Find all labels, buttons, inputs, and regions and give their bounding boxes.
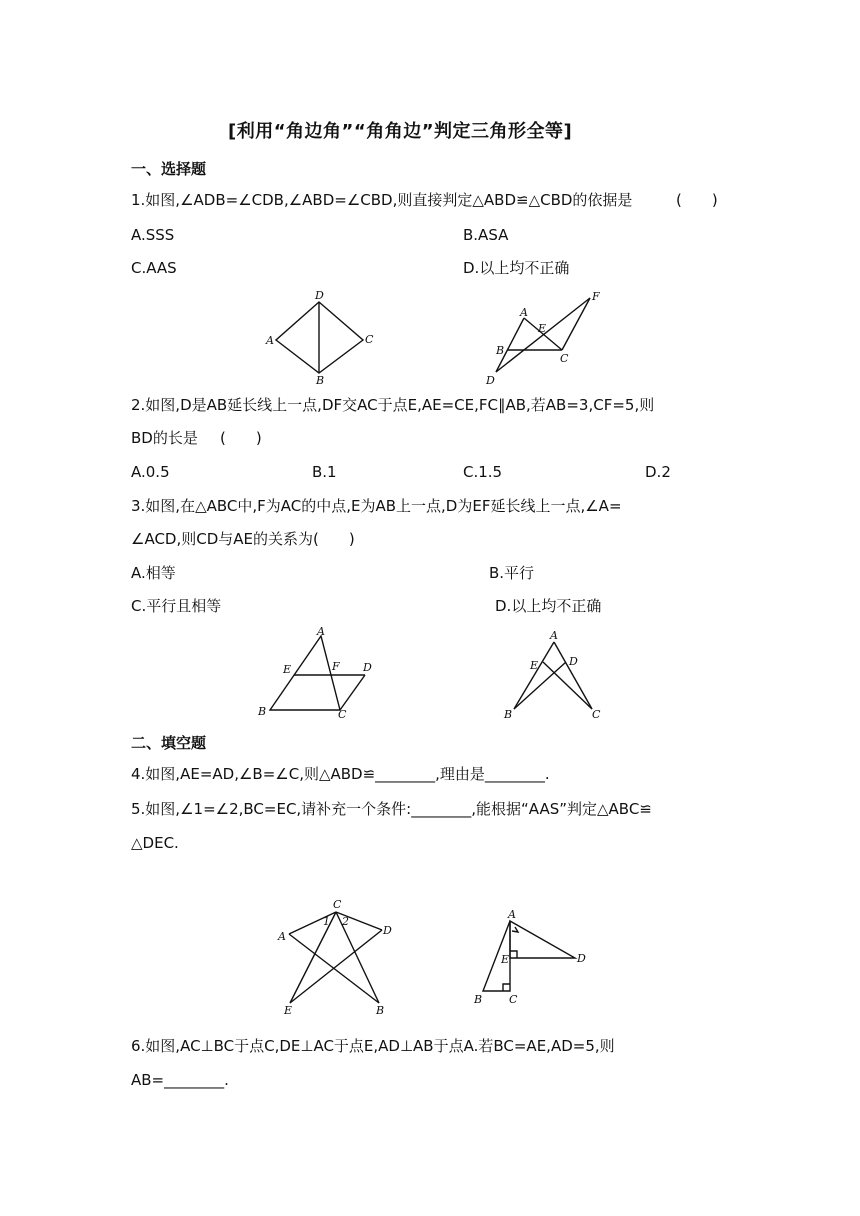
fig4-line-db [514,662,566,709]
fig6-label-e: E [501,953,510,966]
question-3-option-b: B.平行 [489,564,535,582]
question-5-text-line1: 5.如图,∠1=∠2,BC=EC,请补充一个条件:________,能根据“AAS”判定△ABC≌ [131,800,652,818]
question-5-text-line2: △DEC. [131,834,179,852]
figure-5-diagram [275,890,400,1020]
question-2-answer-paren: ( ) [220,429,262,447]
fig3-label-f: F [332,660,340,673]
question-1-option-c: C.AAS [131,259,177,277]
fig5-line-de [290,930,382,1003]
fig4-label-a: A [550,629,558,642]
fig2-label-a: A [520,306,528,319]
fig2-label-d: D [486,374,495,387]
question-2-option-c: C.1.5 [463,463,503,481]
fig6-label-a: A [508,908,516,921]
fig5-label-angle-1: 1 [323,915,330,928]
fig6-right-angle-c [503,984,510,991]
fig4-line-ab [514,642,554,709]
fig3-label-b: B [258,705,267,718]
fig2-label-f: F [592,290,600,303]
question-2-text-line2: BD的长是 [131,429,198,447]
fig1-label-c: C [365,333,374,346]
fig2-line-cf [562,298,590,350]
question-1-option-d: D.以上均不正确 [463,259,570,277]
fig3-label-e: E [283,663,292,676]
fig3-line-dc [340,675,365,710]
fig5-label-d: D [383,924,392,937]
figure-2-diagram [480,288,610,388]
question-3-option-a: A.相等 [131,564,176,582]
question-6-text-line2: AB=________. [131,1071,229,1089]
fig5-label-b: B [376,1004,385,1017]
question-4-text: 4.如图,AE=AD,∠B=∠C,则△ABD≌________,理由是________. [131,765,550,783]
fig4-line-ac [554,642,592,709]
fig3-triangle-abc [270,636,340,710]
fig5-label-c: C [333,898,342,911]
fig5-label-angle-2: 2 [342,915,349,928]
fig6-triangle-ade [510,921,575,958]
fig2-line-df [496,298,590,372]
fig4-label-b: B [504,708,513,721]
page-title: [利用“角边角”“角角边”判定三角形全等] [228,121,573,142]
question-3-option-d: D.以上均不正确 [495,597,602,615]
fig6-right-angle-a [512,927,518,932]
fig4-label-d: D [569,655,578,668]
fig2-label-b: B [496,344,505,357]
fig5-label-a: A [278,930,286,943]
fig1-label-b: B [316,374,325,387]
fig1-label-a: A [266,334,274,347]
fig6-label-b: B [474,993,483,1006]
fig1-label-d: D [315,289,324,302]
question-2-option-d: D.2 [645,463,671,481]
fig3-label-d: D [363,661,372,674]
question-1-option-a: A.SSS [131,226,175,244]
figure-4-diagram [500,622,610,722]
figure-3-diagram [255,622,385,722]
question-1-text: 1.如图,∠ADB=∠CDB,∠ABD=∠CBD,则直接判定△ABD≌△CBD的依据是 [131,191,633,209]
figure-6-diagram [466,905,596,1010]
figure-1-diagram [265,288,380,388]
question-3-option-c: C.平行且相等 [131,597,222,615]
question-3-text-line1: 3.如图,在△ABC中,F为AC的中点,E为AB上一点,D为EF延长线上一点,∠A= [131,497,622,515]
fig2-label-e: E [538,322,547,335]
fig4-line-ec [543,662,592,709]
fig5-label-e: E [284,1004,293,1017]
question-2-option-a: A.0.5 [131,463,170,481]
question-6-text-line1: 6.如图,AC⊥BC于点C,DE⊥AC于点E,AD⊥AB于点A.若BC=AE,AD=5,则 [131,1037,615,1055]
fig6-label-d: D [577,952,586,965]
question-1-answer-paren: ( ) [676,191,718,209]
question-1-option-b: B.ASA [463,226,509,244]
question-2-text-line1: 2.如图,D是AB延长线上一点,DF交AC于点E,AE=CE,FC∥AB,若AB=3,CF=5,则 [131,396,655,414]
fig6-label-c: C [509,993,518,1006]
fig2-label-c: C [560,352,569,365]
fig3-label-a: A [317,625,325,638]
question-2-option-b: B.1 [312,463,337,481]
fig3-label-c: C [338,708,347,721]
fig6-right-angle-e [510,951,517,958]
question-3-text-line2: ∠ACD,则CD与AE的关系为( ) [131,530,355,548]
section-heading-fill: 二、填空题 [131,734,207,752]
section-heading-choice: 一、选择题 [131,160,207,178]
fig4-label-e: E [530,659,539,672]
fig4-label-c: C [592,708,601,721]
